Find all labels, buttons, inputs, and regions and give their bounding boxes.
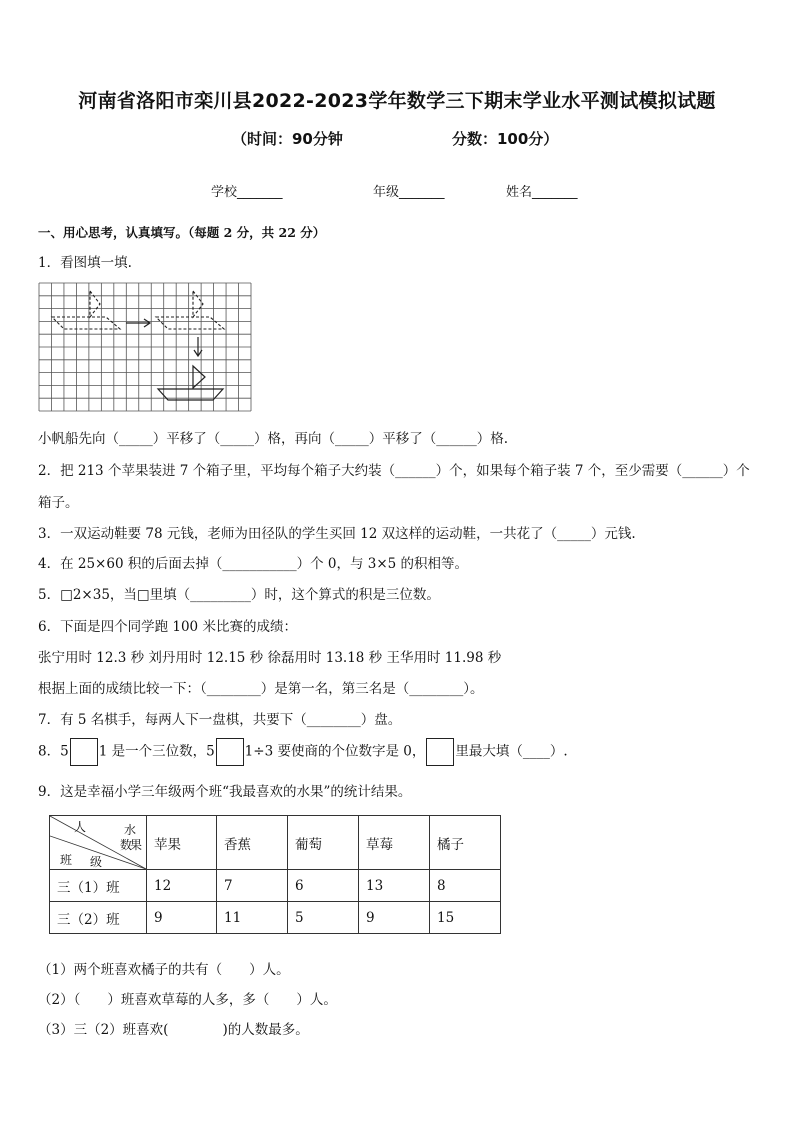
- arrow-right-icon: [126, 319, 150, 327]
- question-9: 9．这是幸福小学三年级两个班“我最喜欢的水果”的统计结果。: [38, 784, 412, 800]
- value-cell: 11: [217, 902, 288, 934]
- question-9-sub-1: （1）两个班喜欢橘子的共有（ ）人。: [38, 962, 290, 978]
- sailboat-grid-figure: [38, 282, 252, 412]
- table-row: [50, 902, 501, 934]
- fruit-header: 葡萄: [288, 816, 359, 870]
- question-1: 1．看图填一填.: [38, 255, 132, 271]
- question-2-line-2: 箱子。: [38, 495, 79, 511]
- header-ren: 人: [74, 820, 87, 834]
- digit-box: [70, 738, 98, 766]
- fruit-header: 香蕉: [217, 816, 288, 870]
- table-corner-cell: [50, 816, 147, 870]
- exam-score: 分数：100分）: [452, 130, 559, 148]
- school-field: 学校_______: [211, 185, 283, 200]
- value-cell: 9: [359, 902, 430, 934]
- question-4: 4．在 25×60 积的后面去掉（___________）个 0，与 3×5 的积相等。: [38, 556, 469, 572]
- value-cell: 7: [217, 870, 288, 902]
- question-8: [38, 738, 568, 766]
- value-cell: 12: [147, 870, 217, 902]
- name-field: 姓名_______: [506, 185, 578, 200]
- header-guo: 果: [130, 838, 143, 852]
- value-cell: 8: [430, 870, 501, 902]
- header-ji: 级: [90, 855, 103, 869]
- value-cell: 6: [288, 870, 359, 902]
- question-6: 6．下面是四个同学跑 100 米比赛的成绩：: [38, 619, 297, 635]
- question-1-answer: 小帆船先向（_____）平移了（_____）格，再向（_____）平移了（______）格.: [38, 431, 509, 447]
- question-3: 3．一双运动鞋要 78 元钱，老师为田径队的学生买回 12 双这样的运动鞋，一共花了（_____）元钱.: [38, 526, 636, 542]
- class-cell: 三（1）班: [50, 870, 147, 902]
- question-9-sub-3: （3）三（2）班喜欢( )的人数最多。: [38, 1022, 309, 1038]
- question-8-part-2: 1 是一个三位数，5: [98, 743, 215, 760]
- header-shu: 数: [120, 838, 133, 852]
- question-7: 7．有 5 名棋手，每两人下一盘棋，共要下（________）盘。: [38, 712, 402, 728]
- question-9-sub-2: （2）（ ）班喜欢草莓的人多，多（ ）人。: [38, 992, 337, 1008]
- boat-sail-original: [52, 291, 120, 329]
- question-6-results: 张宁用时 12.3 秒 刘丹用时 12.15 秒 徐磊用时 13.18 秒 王华用时 11.98 秒: [38, 650, 502, 666]
- value-cell: 9: [147, 902, 217, 934]
- value-cell: 13: [359, 870, 430, 902]
- grade-field: 年级_______: [373, 185, 445, 200]
- question-8-part-4: 里最大填（____）.: [455, 743, 568, 760]
- question-6-answer: 根据上面的成绩比较一下：（________）是第一名，第三名是（________）。: [38, 681, 484, 697]
- question-2-line-1: 2．把 213 个苹果装进 7 个箱子里，平均每个箱子大约装（______）个，如果每个箱子装 7 个，至少需要（______）个: [38, 463, 750, 479]
- page-title: 河南省洛阳市栾川县2022-2023学年数学三下期末学业水平测试模拟试题: [78, 90, 716, 112]
- question-8-part-1: 8．5: [38, 743, 69, 760]
- value-cell: 5: [288, 902, 359, 934]
- exam-time: （时间：90分钟: [232, 130, 343, 148]
- question-5: 5．□2×35，当□里填（_________）时，这个算式的积是三位数。: [38, 587, 440, 603]
- fruit-header: 橘子: [430, 816, 501, 870]
- table-row: [50, 870, 501, 902]
- section-heading: 一、用心思考，认真填写。（每题 2 分，共 22 分）: [38, 225, 326, 240]
- fruit-table: [49, 815, 501, 934]
- fruit-header: 苹果: [147, 816, 217, 870]
- digit-box: [426, 738, 454, 766]
- fruit-header: 草莓: [359, 816, 430, 870]
- digit-box: [216, 738, 244, 766]
- class-cell: 三（2）班: [50, 902, 147, 934]
- value-cell: 15: [430, 902, 501, 934]
- header-shui: 水: [124, 823, 137, 837]
- header-ban: 班: [60, 853, 73, 867]
- question-8-part-3: 1÷3 要使商的个位数字是 0，: [244, 743, 426, 760]
